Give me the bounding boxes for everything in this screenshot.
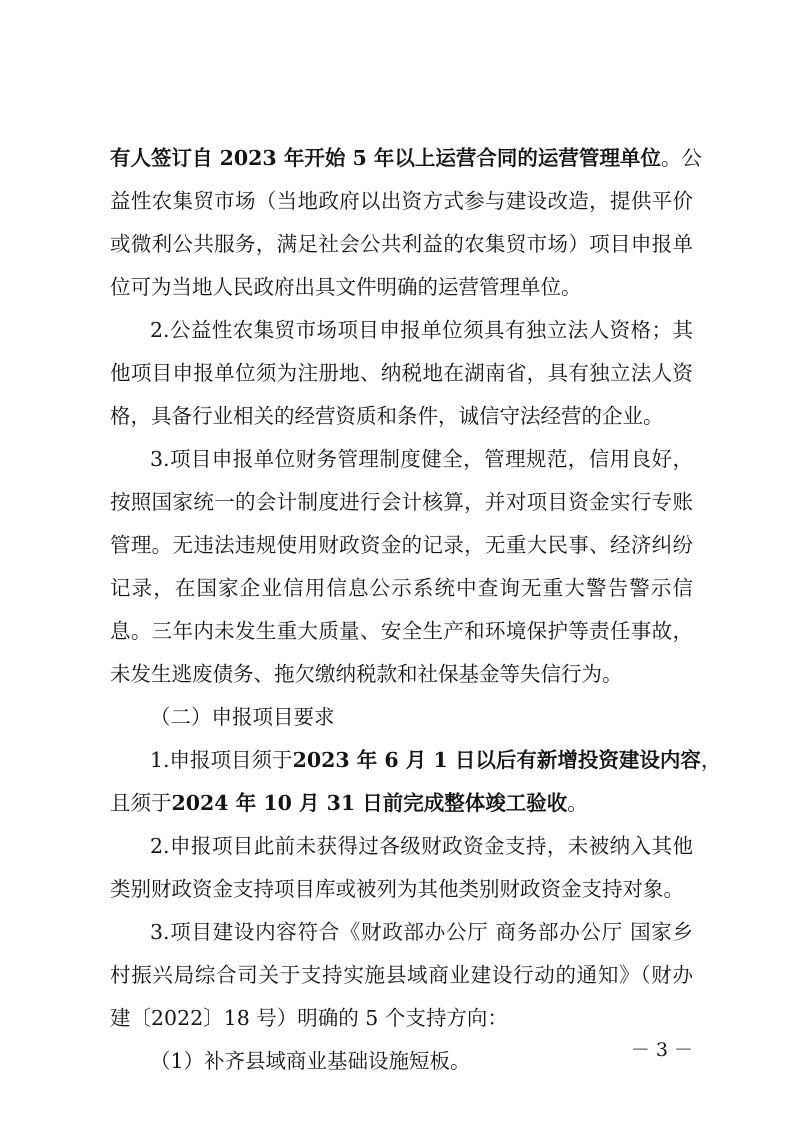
text-run: 2.申报项目此前未获得过各级财政资金支持，未被纳入其他 bbox=[150, 834, 693, 858]
text-run: 未发生逃废债务、拖欠缴纳税款和社保基金等失信行为。 bbox=[110, 662, 623, 686]
text-run: 。公 bbox=[660, 146, 702, 170]
paragraph-1-line-2 bbox=[110, 181, 693, 221]
paragraph-1-line-1 bbox=[110, 138, 702, 178]
text-run: 或微利公共服务，满足社会公共利益的农集贸市场）项目申报单 bbox=[110, 232, 693, 256]
paragraph-7-line-1 bbox=[150, 1041, 693, 1081]
bold-text: 有人签订自 2023 年开始 5 年以上运营合同的运营管理单位 bbox=[110, 146, 661, 170]
text-run: ， bbox=[700, 748, 722, 772]
paragraph-3-line-5 bbox=[110, 611, 693, 651]
text-run: 。 bbox=[567, 791, 588, 815]
bold-text: 2024 年 10 月 31 日前完成整体竣工验收 bbox=[171, 791, 568, 815]
paragraph-6-line-2 bbox=[110, 955, 693, 995]
text-run: 2.公益性农集贸市场项目申报单位须具有独立法人资格；其 bbox=[150, 318, 693, 342]
text-run: 3.项目建设内容符合《财政部办公厅 商务部办公厅 国家乡 bbox=[150, 920, 693, 944]
paragraph-3-line-1 bbox=[150, 439, 693, 479]
paragraph-6-line-3 bbox=[110, 998, 693, 1038]
paragraph-2-line-3 bbox=[110, 396, 693, 436]
text-run: 位可为当地人民政府出具文件明确的运营管理单位。 bbox=[110, 275, 582, 299]
text-run: 类别财政资金支持项目库或被列为其他类别财政资金支持对象。 bbox=[110, 877, 684, 901]
text-run: 益性农集贸市场（当地政府以出资方式参与建设改造，提供平价 bbox=[110, 189, 693, 213]
paragraph-3-line-2 bbox=[110, 482, 693, 522]
paragraph-5-line-1 bbox=[150, 826, 693, 866]
paragraph-6-line-1 bbox=[150, 912, 693, 952]
text-run: 3.项目申报单位财务管理制度健全，管理规范，信用良好， bbox=[150, 447, 693, 471]
text-run: 管理。无违法违规使用财政资金的记录，无重大民事、经济纠纷 bbox=[110, 533, 693, 557]
text-run: 按照国家统一的会计制度进行会计核算，并对项目资金实行专账 bbox=[110, 490, 693, 514]
text-run: 且须于 bbox=[110, 791, 172, 815]
paragraph-5-line-2 bbox=[110, 869, 693, 909]
text-run: 记录，在国家企业信用信息公示系统中查询无重大警告警示信 bbox=[110, 576, 693, 600]
paragraph-1-line-3 bbox=[110, 224, 693, 264]
bold-text: 2023 年 6 月 1 日以后有新增投资建设内容 bbox=[292, 748, 701, 772]
paragraph-4-line-1 bbox=[150, 740, 722, 780]
text-run: 格，具备行业相关的经营资质和条件，诚信守法经营的企业。 bbox=[110, 404, 664, 428]
text-run: （1）补齐县域商业基础设施短板。 bbox=[150, 1049, 471, 1073]
paragraph-3-line-6 bbox=[110, 654, 693, 694]
text-run: 他项目申报单位须为注册地、纳税地在湖南省，具有独立法人资 bbox=[110, 361, 693, 385]
paragraph-1-line-4 bbox=[110, 267, 693, 307]
text-run: 息。三年内未发生重大质量、安全生产和环境保护等责任事故， bbox=[110, 619, 693, 643]
paragraph-3-line-3 bbox=[110, 525, 693, 565]
page-number: － 3 － bbox=[630, 1039, 693, 1061]
paragraph-4-line-2 bbox=[110, 783, 693, 823]
paragraph-3-line-4 bbox=[110, 568, 693, 608]
text-run: 建〔2022〕18 号）明确的 5 个支持方向： bbox=[110, 1006, 508, 1030]
section-heading: （二）申报项目要求 bbox=[150, 705, 335, 729]
paragraph-2-line-1 bbox=[150, 310, 693, 350]
text-run: 村振兴局综合司关于支持实施县域商业建设行动的通知》（财办 bbox=[110, 963, 693, 987]
paragraph-2-line-2 bbox=[110, 353, 693, 393]
text-run: 1.申报项目须于 bbox=[150, 748, 293, 772]
